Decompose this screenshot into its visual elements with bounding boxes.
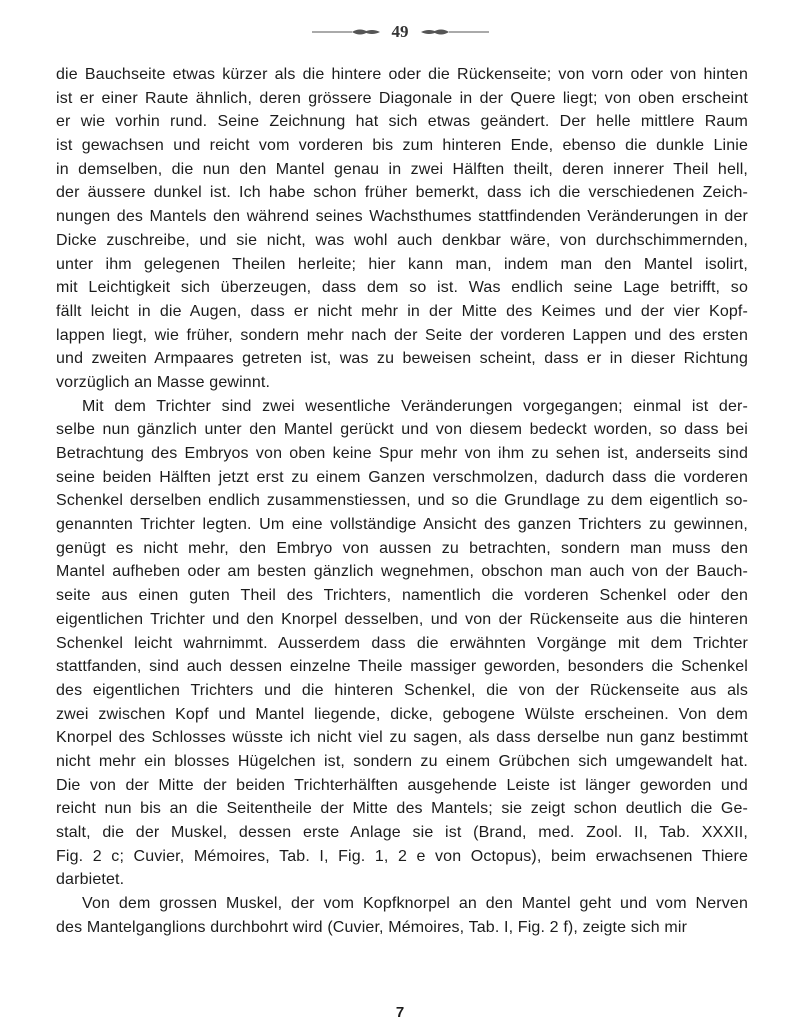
page-header [0,22,800,42]
text-line: eigentlichen Trichter und den Knorpel desselben, und von der Rückenseite aus die hinteren [56,610,748,628]
text-line: genügt es nicht mehr, den Embryo von aussen zu betrachten, sondern man muss den [56,539,748,557]
text-line: lappen liegt, wie früher, sondern mehr nach der Seite der vorderen Lappen und des ersten [56,326,748,344]
text-line: nicht mehr ein blosses Hügelchen ist, sondern zu einem Grübchen sich umgewandelt hat. [56,752,748,770]
text-line: ist gewachsen und reicht vom vorderen bis zum hinteren Ende, ebenso die dunkle Linie [56,137,748,155]
text-line: Knorpel des Schlosses wüsste ich nicht viel zu sagen, als dass derselbe nun ganz bestimmt [56,729,748,747]
paragraph [56,395,748,892]
text-line: Mantel aufheben oder am besten gänzlich wegnehmen, obschon man auch von der Bauch- [56,563,748,581]
text-line: genannten Trichter legten. Um eine vollständige Ansicht des ganzen Trichters zu gewinnen, [56,516,748,534]
text-line: nungen des Mantels den während seines Wachsthumes stattfindenden Veränderungen in der [56,208,748,226]
left-ornament-icon [312,27,382,37]
paragraph [56,892,748,939]
text-line: seine beiden Hälften jetzt erst zu einem Ganzen verschmolzen, dadurch dass die vorderen [56,468,748,486]
text-line: der äussere dunkel ist. Ich habe schon früher bemerkt, dass ich die verschiedenen Zeich- [56,184,748,202]
text-line: Fig. 2 c; Cuvier, Mémoires, Tab. I, Fig. 1, 2 e von Octopus), beim erwachsenen Thiere [56,847,748,865]
text-line: Von dem grossen Muskel, der vom Kopfknorpel an den Mantel geht und vom Nerven [82,895,748,913]
text-line: Schenkel derselben endlich zusammenstiessen, und so die Grundlage zu dem eigentlich so- [56,492,748,510]
body-text [56,63,748,939]
paragraph [56,63,748,395]
text-line: stattfanden, sind auch dessen einzelne Theile massiger geworden, besonders die Schenkel [56,658,748,676]
text-line: unter ihm gelegenen Theilen herleite; hier kann man, indem man den Mantel isolirt, [56,255,748,273]
text-line: Betrachtung des Embryos von oben keine Spur mehr von ihm zu sehen ist, anderseits sind [56,445,748,462]
text-line: mit Leichtigkeit sich überzeugen, dass dem so ist. Was endlich seine Lage betrifft, so [56,279,748,297]
text-line: seite aus einen guten Theil des Trichters, namentlich die vorderen Schenkel oder den [56,587,748,605]
text-line: fällt leicht in die Augen, dass er nicht mehr in der Mitte des Keimes und der vier Kopf- [56,302,748,320]
text-line: zwei zwischen Kopf und Mantel liegende, dicke, gebogene Wülste erscheinen. Von dem [56,705,748,723]
text-line: die Bauchseite etwas kürzer als die hintere oder die Rückenseite; von vorn oder von hinten [56,66,748,83]
page-number: 49 [391,22,409,41]
text-line: ist er einer Raute ähnlich, deren grössere Diagonale in der Quere liegt; von oben erscheint [56,89,748,107]
text-line: reicht nun bis an die Seitentheile der Mitte des Mantels; sie zeigt schon deutlich die Ge- [56,800,748,818]
text-line: Schenkel leicht wahrnimmt. Ausserdem dass die erwähnten Vorgänge mit dem Trichter [56,634,748,652]
text-line: des Mantelganglions durchbohrt wird (Cuvier, Mémoires, Tab. I, Fig. 2 f), zeigte sich mir [56,918,688,936]
text-line: Die von der Mitte der beiden Trichterhälften ausgehende Leiste ist länger geworden und [56,776,748,794]
text-line: und zweiten Armpaares getreten ist, was zu beweisen scheint, dass er in dieser Richtung [56,350,748,368]
signature-mark: 7 [395,1004,405,1021]
text-line: des eigentlichen Trichters und die hinteren Schenkel, die von der Rückenseite aus als [56,681,748,699]
text-line: stalt, die der Muskel, dessen erste Anlage sie ist (Brand, med. Zool. II, Tab. XXXII, [56,824,748,841]
text-line: in demselben, die nun den Mantel genau in zwei Hälften theilt, deren innerer Theil hell, [56,160,748,178]
text-line: Mit dem Trichter sind zwei wesentliche Veränderungen vorgegangen; einmal ist der- [82,397,748,415]
text-line: Dicke zuschreibe, und sie nicht, was wohl auch denkbar wäre, von durchschimmernden, [56,231,748,249]
text-line: selbe nun gänzlich unter den Mantel gerückt und von diesem bedeckt worden, so dass bei [56,421,748,439]
text-line: darbietet. [56,871,125,889]
text-line: er wie vorhin rund. Seine Zeichnung hat sich etwas geändert. Der helle mittlere Raum [56,113,748,131]
right-ornament-icon [419,27,489,37]
text-line: vorzüglich an Masse gewinnt. [56,373,271,391]
